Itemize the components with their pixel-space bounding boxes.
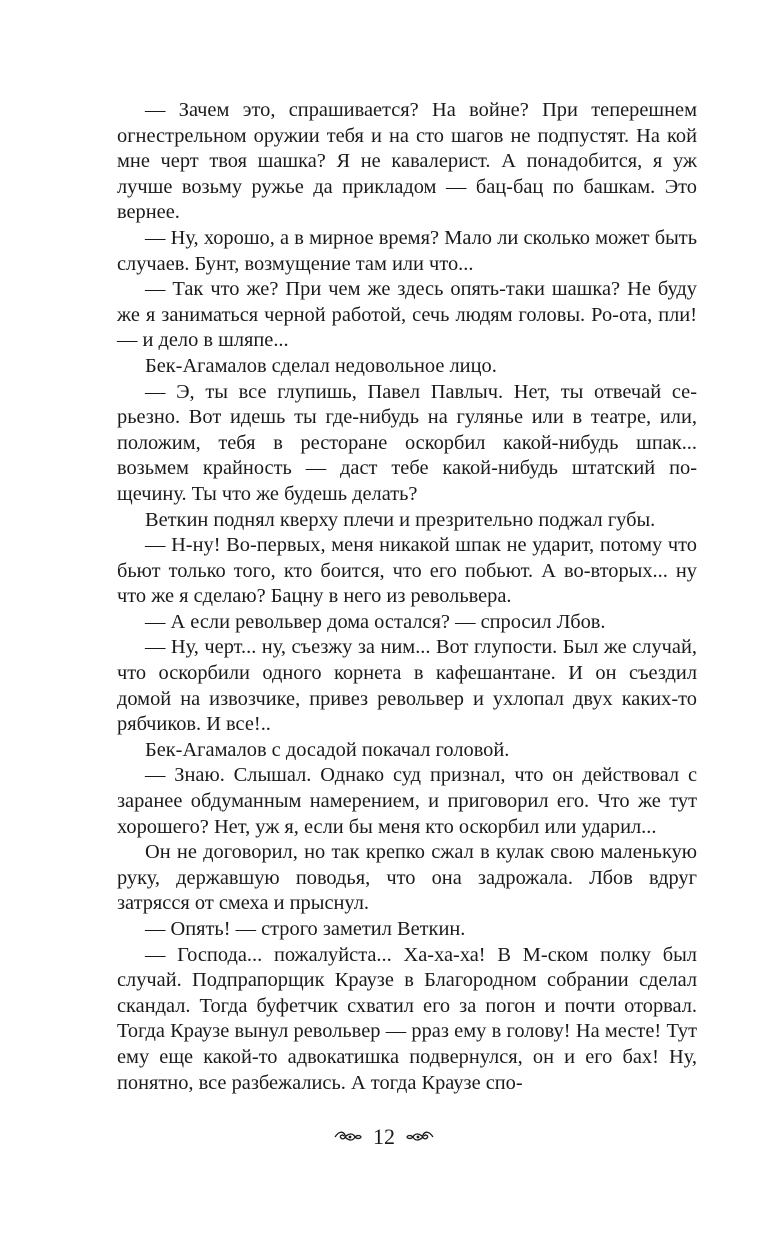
paragraph: — Зачем это, спрашивается? На войне? При теперешнем огнестрельном оружии тебя и на сто шагов не подпустят. На кой мне черт твоя шашка? Я не кавалерист. А понадобится, я уж лучше возьму ружье да прикладом — бац-бац по башкам. Это вернее. [117, 99, 697, 224]
paragraph: — Опять! — строго заметил Веткин. [145, 918, 466, 940]
left-ornament-icon [333, 1129, 363, 1145]
paragraph: — Н-ну! Во-первых, меня никакой шпак не ударит, потому что бьют только того, кто боится, что его побьют. А во-вторых... ну что же я сделаю? Бацну в него из револьвера. [117, 534, 697, 608]
paragraph: Он не договорил, но так крепко сжал в кулак свою маленькую руку, державшую поводья, что она задрожала. Лбов вдруг затрясся от смеха и прыснул. [117, 841, 697, 915]
right-ornament-icon [405, 1129, 435, 1145]
paragraph: — Знаю. Слышал. Однако суд признал, что он действовал с заранее обдуманным намерением, и приговорил его. Что же тут хорошего? Нет, уж я, если бы меня кто оскорбил или ударил... [117, 764, 697, 838]
paragraph: — Ну, хорошо, а в мирное время? Мало ли сколько может быть случаев. Бунт, возмущение там или что... [117, 226, 697, 275]
paragraph: — А если револьвер дома остался? — спросил Лбов. [145, 610, 606, 633]
paragraph: — Так что же? При чем же здесь опять-таки шашка? Не буду же я заниматься черной работой, сечь людям головы. Ро-ота, пли! — и дело в шляпе... [117, 278, 697, 352]
page-footer [0, 1124, 768, 1150]
paragraph: Бек-Агамалов с досадой покачал головой. [145, 738, 510, 761]
paragraph: — Господа... пожалуйста... Ха-ха-ха! В М-ском полку был случай. Подпрапорщик Краузе в Благородном собрании сделал скандал. Тогда буфетчик схватил его за погон и почти оторвал. Тогда Краузе вынул револьвер — рраз ему в голову! На месте! Тут ему еще какой-то адвокатишка подвернулся, он и его бах! Ну, понятно, все разбежались. А тогда Краузе спо- [117, 943, 697, 1094]
paragraph: Веткин поднял кверху плечи и презрительно поджал губы. [145, 508, 656, 531]
page-number: 12 [373, 1124, 395, 1149]
paragraph: Бек-Агамалов сделал недовольное лицо. [145, 354, 497, 377]
page-text [117, 98, 697, 1096]
paragraph: — Э, ты все глупишь, Павел Павлыч. Нет, ты отвечай серьезно. Вот идешь ты где-нибудь на гулянье или в театре, или, положим, тебя в ресторане оскорбил какой-нибудь шпак... возьмем крайность — даст тебе какой-нибудь штатский пощечину. Ты что же будешь делать? [117, 380, 697, 505]
paragraph: — Ну, черт... ну, съезжу за ним... Вот глупости. Был же случай, что оскорбили одного корнета в кафешантане. И он съездил домой на извозчике, привез револьвер и ухлопал двух каких-то рябчиков. И все!.. [117, 636, 697, 736]
